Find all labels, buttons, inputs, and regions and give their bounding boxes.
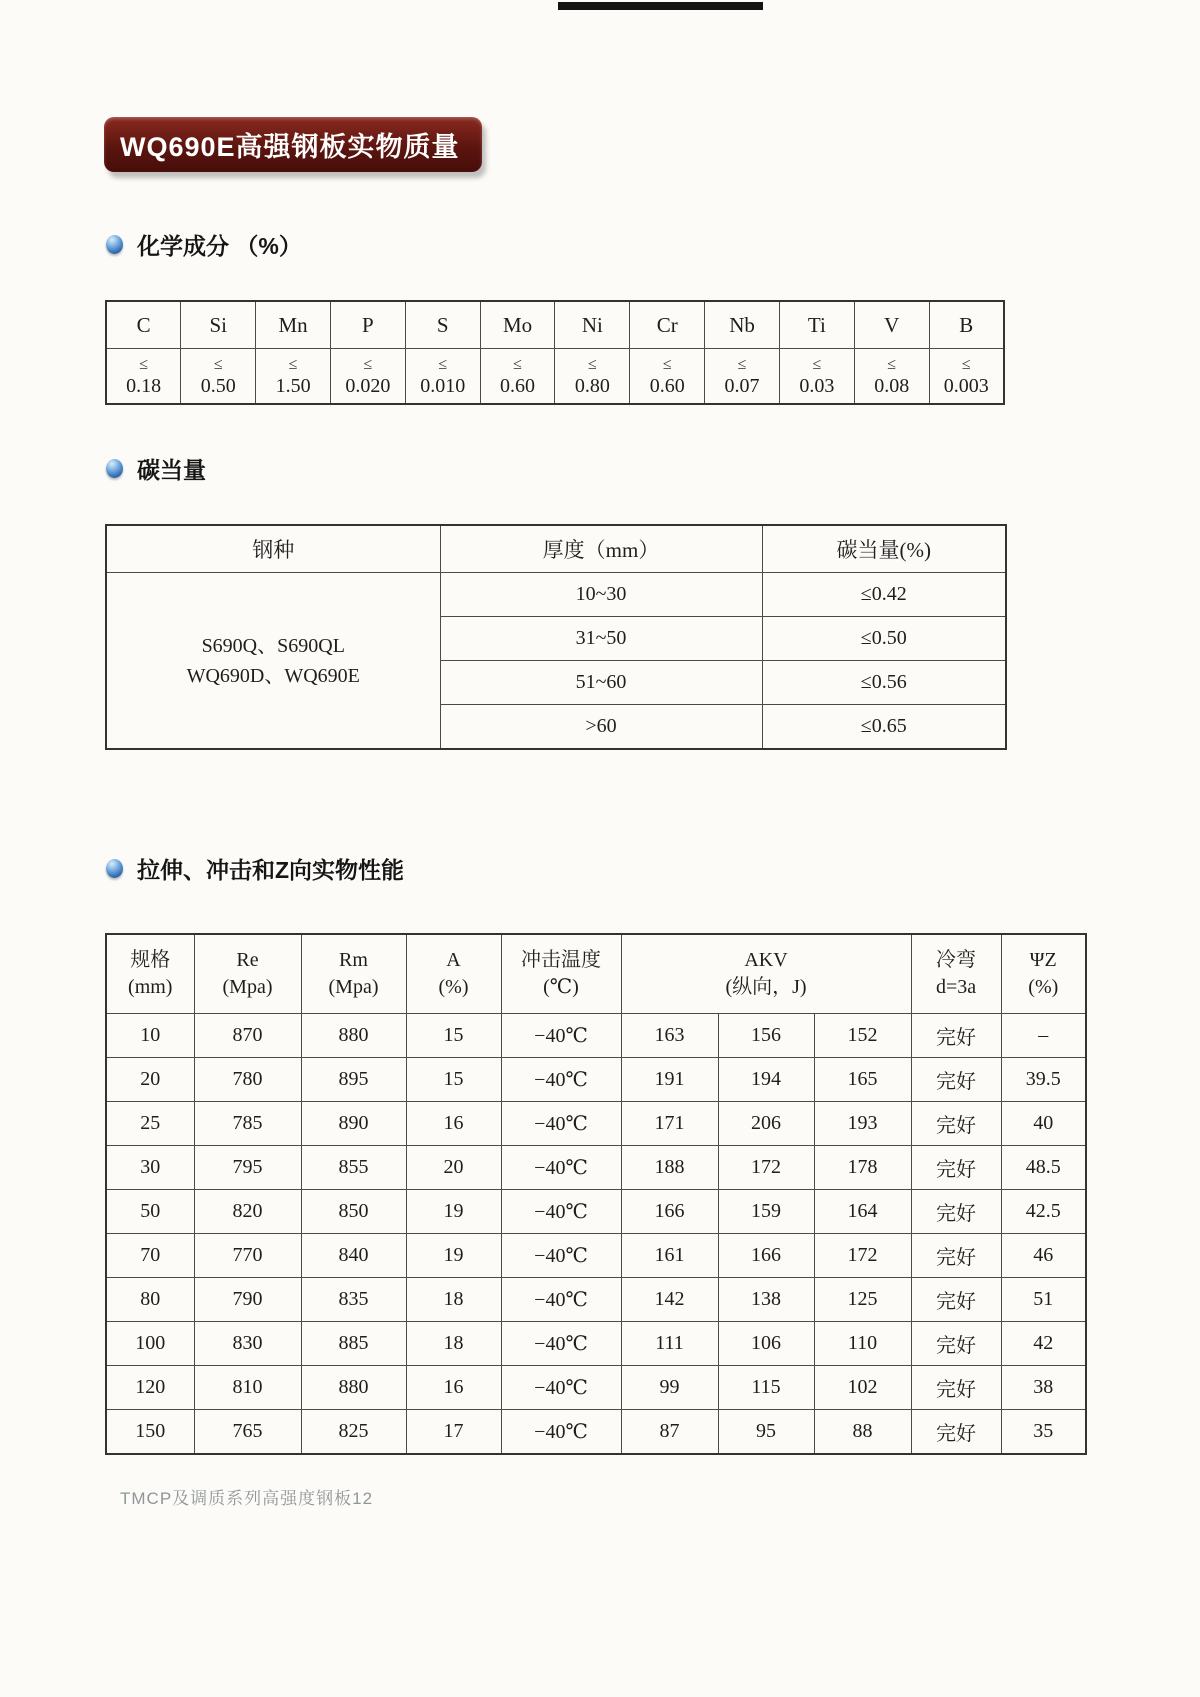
cell: 166 <box>718 1234 814 1278</box>
limit-value: 0.08 <box>874 374 910 397</box>
cell: 16 <box>406 1366 501 1410</box>
header-line: (纵向，J) <box>725 976 807 998</box>
header-line: Re <box>236 949 259 971</box>
cell: 855 <box>301 1146 406 1190</box>
cell: 765 <box>194 1410 301 1455</box>
cell: −40℃ <box>501 1366 621 1410</box>
table-header-row <box>106 934 1086 1014</box>
cell: 完好 <box>911 1146 1001 1190</box>
element-header: Mo <box>480 301 555 349</box>
element-header: C <box>106 301 181 349</box>
cell: 885 <box>301 1322 406 1366</box>
element-header: Nb <box>705 301 780 349</box>
table-header-row <box>106 301 1004 349</box>
element-header: B <box>929 301 1004 349</box>
limit-symbol: ≤ <box>288 355 298 373</box>
header-line: (Mpa) <box>328 976 379 998</box>
element-limit-cell <box>929 349 1004 405</box>
cell: 138 <box>718 1278 814 1322</box>
cell: 193 <box>814 1102 911 1146</box>
thickness-cell: 10~30 <box>440 573 762 617</box>
cell: 48.5 <box>1001 1146 1086 1190</box>
element-limit-cell <box>480 349 555 405</box>
element-limit-cell <box>405 349 480 405</box>
cell: 102 <box>814 1366 911 1410</box>
cell: 100 <box>106 1322 194 1366</box>
limit-value: 0.50 <box>200 374 236 397</box>
header-line: (℃) <box>543 976 579 998</box>
cell: 191 <box>621 1058 718 1102</box>
limit-symbol: ≤ <box>662 355 672 373</box>
cell: 120 <box>106 1366 194 1410</box>
cell: 171 <box>621 1102 718 1146</box>
element-header: Ni <box>555 301 630 349</box>
cell: 770 <box>194 1234 301 1278</box>
cell: 880 <box>301 1014 406 1058</box>
cell: 125 <box>814 1278 911 1322</box>
limit-value: 1.50 <box>275 374 311 397</box>
akv-header <box>621 934 911 1014</box>
limit-symbol: ≤ <box>961 355 971 373</box>
header-line: 规格 <box>130 949 171 971</box>
element-header: V <box>854 301 929 349</box>
element-header: Cr <box>630 301 705 349</box>
limit-symbol: ≤ <box>513 355 522 373</box>
header-line: d=3a <box>935 976 977 998</box>
cell: 46 <box>1001 1234 1086 1278</box>
element-header: Mn <box>256 301 331 349</box>
cell: 795 <box>194 1146 301 1190</box>
cell: 80 <box>106 1278 194 1322</box>
spec-header <box>106 934 194 1014</box>
element-limit-cell <box>779 349 854 405</box>
cell: 完好 <box>911 1058 1001 1102</box>
cell: −40℃ <box>501 1014 621 1058</box>
cell: 785 <box>194 1102 301 1146</box>
cell: 16 <box>406 1102 501 1146</box>
header-line: (mm) <box>128 976 173 998</box>
cell: 完好 <box>911 1234 1001 1278</box>
cell: 780 <box>194 1058 301 1102</box>
thickness-header: 厚度（mm） <box>440 525 762 573</box>
cell: 820 <box>194 1190 301 1234</box>
cell: 161 <box>621 1234 718 1278</box>
cell: 115 <box>718 1366 814 1410</box>
cell: 42.5 <box>1001 1190 1086 1234</box>
cell: 850 <box>301 1190 406 1234</box>
header-line: 冷弯 <box>936 949 977 971</box>
section-title: 化学成分 （%） <box>137 233 302 259</box>
header-line: (%) <box>438 976 469 998</box>
cell: 166 <box>621 1190 718 1234</box>
psi-z-header <box>1001 934 1086 1014</box>
title-banner <box>104 117 482 172</box>
element-limit-cell <box>106 349 181 405</box>
steel-grades-cell <box>106 573 440 750</box>
section-title: 拉伸、冲击和Z向实物性能 <box>137 857 405 883</box>
re-header <box>194 934 301 1014</box>
cold-bend-header <box>911 934 1001 1014</box>
section-heading-chemical <box>106 228 302 261</box>
cell: −40℃ <box>501 1058 621 1102</box>
header-line: AKV <box>744 949 788 971</box>
header-line: Rm <box>339 949 368 971</box>
cell: 42 <box>1001 1322 1086 1366</box>
limit-value: 0.010 <box>420 374 466 397</box>
limit-value: 0.60 <box>649 374 685 397</box>
cell: 159 <box>718 1190 814 1234</box>
cell: 830 <box>194 1322 301 1366</box>
cell: 完好 <box>911 1278 1001 1322</box>
table-row <box>106 1234 1086 1278</box>
cell: 163 <box>621 1014 718 1058</box>
limit-value: 0.003 <box>943 374 989 397</box>
element-header: S <box>405 301 480 349</box>
ce-cell: ≤0.56 <box>762 661 1006 705</box>
table-row <box>106 1190 1086 1234</box>
table-value-row <box>106 349 1004 405</box>
limit-symbol: ≤ <box>887 355 897 373</box>
cell: −40℃ <box>501 1146 621 1190</box>
cell: – <box>1001 1014 1086 1058</box>
cell: −40℃ <box>501 1190 621 1234</box>
element-limit-cell <box>705 349 780 405</box>
carbon-equivalent-header: 碳当量(%) <box>762 525 1006 573</box>
cell: 完好 <box>911 1322 1001 1366</box>
header-line: A <box>446 949 461 971</box>
cell: 870 <box>194 1014 301 1058</box>
header-line: (Mpa) <box>222 976 273 998</box>
element-limit-cell <box>854 349 929 405</box>
limit-value: 0.07 <box>724 374 760 397</box>
cell: 152 <box>814 1014 911 1058</box>
table-row <box>106 1410 1086 1455</box>
cell: 810 <box>194 1366 301 1410</box>
table-row <box>106 573 1006 617</box>
limit-symbol: ≤ <box>213 355 223 373</box>
cell: 825 <box>301 1410 406 1455</box>
limit-symbol: ≤ <box>438 355 448 373</box>
limit-value: 0.60 <box>500 374 536 397</box>
cell: 完好 <box>911 1190 1001 1234</box>
header-line: (%) <box>1028 976 1059 998</box>
cell: 50 <box>106 1190 194 1234</box>
section-heading-carbon-equivalent <box>106 452 206 485</box>
element-limit-cell <box>256 349 331 405</box>
cell: 194 <box>718 1058 814 1102</box>
cell: 95 <box>718 1410 814 1455</box>
cell: 18 <box>406 1322 501 1366</box>
thickness-cell: 51~60 <box>440 661 762 705</box>
cell: 20 <box>106 1058 194 1102</box>
element-header: P <box>330 301 405 349</box>
element-header: Si <box>181 301 256 349</box>
steel-grades-line1: S690Q、S690QL <box>201 634 345 657</box>
limit-value: 0.18 <box>126 374 162 397</box>
cell: 895 <box>301 1058 406 1102</box>
limit-symbol: ≤ <box>587 355 597 373</box>
cell: 完好 <box>911 1014 1001 1058</box>
cell: 188 <box>621 1146 718 1190</box>
cell: 25 <box>106 1102 194 1146</box>
cell: −40℃ <box>501 1278 621 1322</box>
cell: 142 <box>621 1278 718 1322</box>
element-limit-cell <box>630 349 705 405</box>
elongation-header <box>406 934 501 1014</box>
element-limit-cell <box>555 349 630 405</box>
table-row <box>106 1278 1086 1322</box>
impact-temp-header <box>501 934 621 1014</box>
cell: 99 <box>621 1366 718 1410</box>
limit-value: 0.03 <box>799 374 835 397</box>
cell: 206 <box>718 1102 814 1146</box>
table-row <box>106 1322 1086 1366</box>
cell: 70 <box>106 1234 194 1278</box>
table-row <box>106 1014 1086 1058</box>
sphere-bullet-icon <box>106 459 123 478</box>
cell: 172 <box>814 1234 911 1278</box>
cell: 完好 <box>911 1102 1001 1146</box>
cell: 790 <box>194 1278 301 1322</box>
cell: 10 <box>106 1014 194 1058</box>
ce-cell: ≤0.42 <box>762 573 1006 617</box>
header-line: ΨZ <box>1029 949 1057 971</box>
limit-value: 0.80 <box>574 374 610 397</box>
cell: −40℃ <box>501 1410 621 1455</box>
cell: 20 <box>406 1146 501 1190</box>
cell: −40℃ <box>501 1102 621 1146</box>
limit-symbol: ≤ <box>139 355 149 373</box>
cell: 840 <box>301 1234 406 1278</box>
top-bar-decoration <box>558 2 763 10</box>
steel-grade-header: 钢种 <box>106 525 440 573</box>
cell: 完好 <box>911 1366 1001 1410</box>
cell: 19 <box>406 1190 501 1234</box>
steel-grades-line2: WQ690D、WQ690E <box>186 664 360 687</box>
cell: 106 <box>718 1322 814 1366</box>
rm-header <box>301 934 406 1014</box>
page-footer: TMCP及调质系列高强度钢板12 <box>120 1489 374 1508</box>
table-header-row <box>106 525 1006 573</box>
page-title: WQ690E高强钢板实物质量 <box>120 132 460 162</box>
limit-symbol: ≤ <box>363 355 373 373</box>
element-header: Ti <box>779 301 854 349</box>
header-line: 冲击温度 <box>521 949 601 971</box>
mechanical-properties-table <box>105 933 1087 1455</box>
cell: 18 <box>406 1278 501 1322</box>
cell: 111 <box>621 1322 718 1366</box>
cell: −40℃ <box>501 1234 621 1278</box>
cell: 17 <box>406 1410 501 1455</box>
cell: 87 <box>621 1410 718 1455</box>
element-limit-cell <box>330 349 405 405</box>
ce-cell: ≤0.50 <box>762 617 1006 661</box>
cell: 40 <box>1001 1102 1086 1146</box>
cell: 172 <box>718 1146 814 1190</box>
cell: 19 <box>406 1234 501 1278</box>
cell: 835 <box>301 1278 406 1322</box>
sphere-bullet-icon <box>106 859 123 878</box>
table-row <box>106 1366 1086 1410</box>
ce-cell: ≤0.65 <box>762 705 1006 750</box>
element-limit-cell <box>181 349 256 405</box>
limit-symbol: ≤ <box>812 355 822 373</box>
cell: 39.5 <box>1001 1058 1086 1102</box>
cell: 110 <box>814 1322 911 1366</box>
limit-symbol: ≤ <box>737 355 747 373</box>
cell: 51 <box>1001 1278 1086 1322</box>
section-heading-mechanical <box>106 852 404 885</box>
cell: 15 <box>406 1058 501 1102</box>
cell: 178 <box>814 1146 911 1190</box>
cell: 164 <box>814 1190 911 1234</box>
table-row <box>106 1058 1086 1102</box>
cell: 30 <box>106 1146 194 1190</box>
thickness-cell: >60 <box>440 705 762 750</box>
cell: 15 <box>406 1014 501 1058</box>
cell: 完好 <box>911 1410 1001 1455</box>
cell: 880 <box>301 1366 406 1410</box>
section-title: 碳当量 <box>137 457 206 483</box>
chemical-composition-table <box>105 300 1005 405</box>
cell: 35 <box>1001 1410 1086 1455</box>
cell: 88 <box>814 1410 911 1455</box>
limit-value: 0.020 <box>345 374 391 397</box>
cell: 165 <box>814 1058 911 1102</box>
carbon-equivalent-table <box>105 524 1007 750</box>
table-row <box>106 1146 1086 1190</box>
cell: 890 <box>301 1102 406 1146</box>
cell: −40℃ <box>501 1322 621 1366</box>
table-row <box>106 1102 1086 1146</box>
thickness-cell: 31~50 <box>440 617 762 661</box>
sphere-bullet-icon <box>106 235 123 254</box>
cell: 38 <box>1001 1366 1086 1410</box>
cell: 156 <box>718 1014 814 1058</box>
cell: 150 <box>106 1410 194 1455</box>
